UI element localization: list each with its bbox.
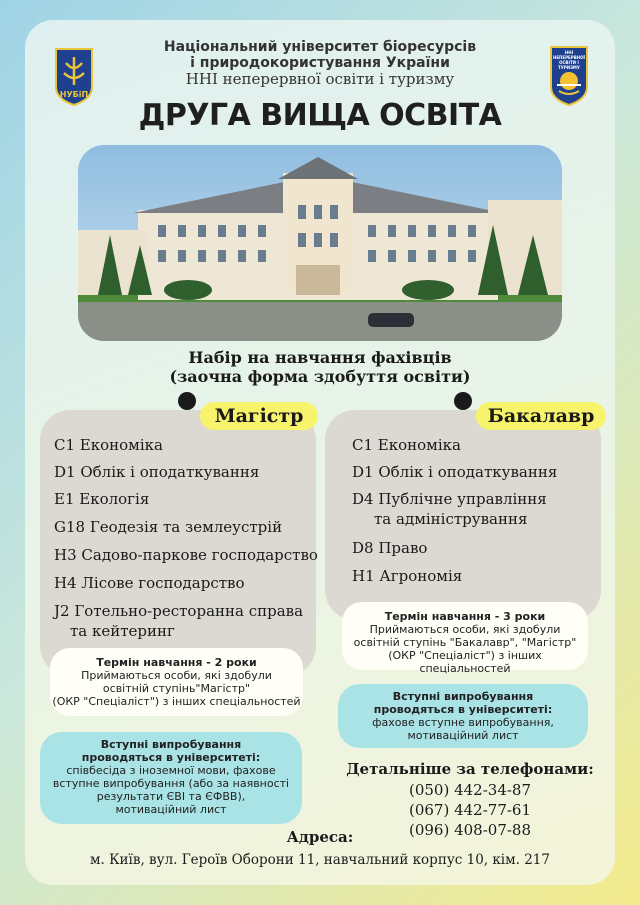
page-title: ДРУГА ВИЩА ОСВІТА	[138, 98, 502, 133]
university-name-line1: Національний університет біоресурсів	[163, 39, 477, 55]
master-program-2: D1 Облік і оподаткування	[54, 463, 260, 481]
bachelor-exam-box	[338, 684, 588, 748]
bachelor-term-box	[342, 602, 588, 675]
master-program-6: H4 Лісове господарство	[54, 574, 245, 592]
bachelor-term-line-1: Приймаються особи, які здобули	[369, 623, 561, 636]
master-program-3: E1 Екологія	[54, 490, 150, 508]
master-exam-box	[40, 732, 302, 824]
bachelor-bullet	[454, 392, 472, 410]
study-form-heading: (заочна форма здобуття освіти)	[169, 367, 471, 386]
bachelor-program-3-cont: та адміністрування	[374, 510, 528, 528]
phone-number-1[interactable]: (050) 442-34-87	[408, 781, 532, 799]
master-program-7-cont: та кейтеринг	[70, 622, 175, 640]
university-building-photo	[78, 145, 562, 341]
bachelor-program-3: D4 Публічне управління	[352, 490, 547, 508]
master-exam-line-3: результати ЄВІ та ЄФВВ),	[96, 790, 246, 803]
address-text: м. Київ, вул. Героїв Оборони 11, навчальний корпус 10, кім. 217	[90, 852, 550, 868]
master-label: Магістр	[200, 402, 318, 430]
bachelor-term-line-2: освітній ступінь "Бакалавр", "Магістр"	[353, 636, 577, 649]
bachelor-program-5: H1 Агрономія	[352, 567, 463, 585]
contacts-title: Детальніше за телефонами:	[346, 760, 594, 778]
master-exam-title-2: проводяться в університеті:	[81, 751, 261, 764]
bachelor-term-line-3: (ОКР "Спеціаліст") з інших спеціальностей	[388, 649, 542, 675]
bachelor-program-2: D1 Облік і оподаткування	[352, 463, 558, 481]
address-label: Адреса:	[286, 828, 354, 846]
right-logo-text: ННІ НЕПЕРЕРВНОЇ ОСВІТИ І ТУРИЗМУ	[552, 50, 586, 70]
master-program-5: H3 Садово-паркове господарство	[54, 546, 318, 564]
institute-name: ННІ неперервної освіти і туризму	[185, 70, 455, 88]
bachelor-exam-line-1: фахове вступне випробування,	[372, 716, 554, 729]
bachelor-term-title: Термін навчання - 3 роки	[384, 610, 546, 623]
master-exam-line-4: мотиваційний лист	[115, 803, 227, 816]
phone-number-2[interactable]: (067) 442-77-61	[408, 801, 532, 819]
master-program-4: G18 Геодезія та землеустрій	[54, 518, 283, 536]
master-program-1: C1 Економіка	[54, 436, 163, 454]
phone-number-3[interactable]: (096) 408-07-88	[408, 821, 532, 839]
bachelor-label: Бакалавр	[476, 402, 606, 430]
master-term-line-1: Приймаються особи, які здобули	[81, 669, 272, 682]
bachelor-program-4: D8 Право	[352, 539, 428, 557]
bachelor-exam-title-2: проводяться в університеті:	[373, 703, 553, 716]
university-name-line2: і природокористування України	[190, 55, 450, 71]
bachelor-program-1: C1 Економіка	[352, 436, 461, 454]
master-term-title: Термін навчання - 2 роки	[96, 656, 257, 669]
bachelor-exam-line-2: мотиваційний лист	[407, 729, 519, 742]
left-logo-text: НУБіП	[59, 90, 89, 99]
master-bullet	[178, 392, 196, 410]
master-program-7: J2 Готельно-ресторанна справа	[54, 602, 304, 620]
master-term-box	[50, 648, 303, 716]
master-term-line-3: (ОКР "Спеціаліст") з інших спеціальностей	[52, 695, 301, 708]
master-exam-line-1: співбесіда з іноземної мови, фахове	[66, 764, 276, 777]
master-exam-line-2: вступне випробування (або за наявності	[52, 777, 290, 790]
recruitment-heading: Набір на навчання фахівців	[188, 348, 452, 367]
master-exam-title-1: Вступні випробування	[100, 738, 242, 751]
master-term-line-2: освітній ступінь"Магістр"	[102, 682, 251, 695]
bachelor-exam-title-1: Вступні випробування	[392, 690, 534, 703]
